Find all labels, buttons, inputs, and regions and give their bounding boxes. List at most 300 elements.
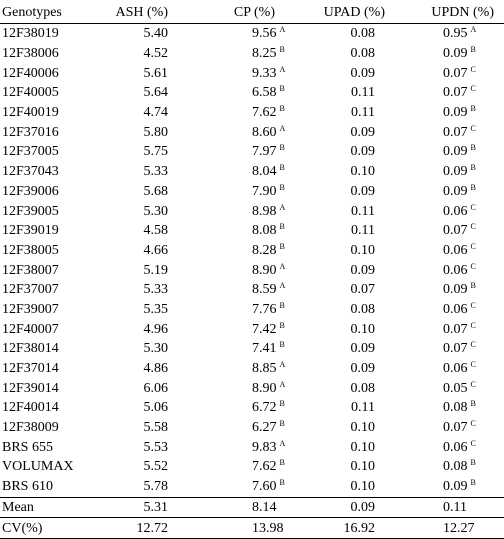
cp-cell-value: 7.90	[252, 183, 277, 199]
updn-cell-significance-letter: A	[470, 25, 477, 35]
genotype-cell-value: 12F38007	[2, 262, 59, 278]
table-row	[0, 142, 504, 162]
header-row	[0, 1, 504, 24]
ash-cell	[105, 182, 190, 202]
table-row	[0, 319, 504, 339]
updn-cell	[403, 418, 504, 438]
updn-cell-significance-letter: C	[470, 300, 476, 310]
mean-updn: 0.11	[403, 497, 504, 518]
upad-cell	[295, 339, 403, 359]
updn-cell	[403, 201, 504, 221]
table-row	[0, 378, 504, 398]
upad-cell-value: 0.08	[350, 301, 375, 317]
cp-cell-value: 6.72	[252, 400, 277, 416]
cp-cell-significance-letter: B	[279, 478, 285, 488]
ash-cell-value: 4.86	[143, 361, 168, 377]
updn-cell-significance-letter: C	[470, 84, 476, 94]
cp-cell-value: 9.83	[252, 439, 277, 455]
cp-cell-significance-letter: B	[279, 320, 285, 330]
upad-cell	[295, 162, 403, 182]
updn-cell-significance-letter: B	[470, 399, 476, 409]
updn-cell-significance-letter: B	[470, 143, 476, 153]
cp-cell-value: 8.59	[252, 282, 277, 298]
updn-cell-value: 0.09	[443, 46, 468, 62]
updn-cell	[403, 241, 504, 261]
cp-cell	[190, 457, 295, 477]
updn-cell	[403, 103, 504, 123]
genotype-cell	[0, 437, 105, 457]
mean-row	[0, 497, 504, 518]
updn-cell	[403, 162, 504, 182]
updn-cell-significance-letter: B	[470, 104, 476, 114]
cp-cell-significance-letter: A	[279, 360, 286, 370]
genotype-cell	[0, 398, 105, 418]
updn-cell	[403, 142, 504, 162]
cp-cell-significance-letter: B	[279, 419, 285, 429]
cp-cell-value: 7.76	[252, 301, 277, 317]
ash-cell-value: 5.61	[143, 65, 168, 81]
upad-cell-value: 0.11	[351, 223, 375, 239]
cp-cell-value: 8.85	[252, 361, 277, 377]
genotype-cell-value: 12F39006	[2, 183, 59, 199]
header-cp: CP (%)	[190, 1, 295, 24]
cp-cell-value: 8.04	[252, 164, 277, 180]
cp-cell-significance-letter: B	[279, 300, 285, 310]
ash-cell	[105, 378, 190, 398]
upad-cell-value: 0.10	[350, 439, 375, 455]
table-row	[0, 63, 504, 83]
table-row	[0, 201, 504, 221]
table-row	[0, 300, 504, 320]
upad-cell-value: 0.10	[350, 321, 375, 337]
updn-cell-significance-letter: C	[470, 340, 476, 350]
updn-cell-significance-letter: B	[470, 281, 476, 291]
table-row	[0, 437, 504, 457]
cp-cell-value: 9.56	[252, 26, 277, 42]
genotype-cell-value: 12F37007	[2, 282, 59, 298]
cp-cell	[190, 201, 295, 221]
updn-cell-significance-letter: C	[470, 64, 476, 74]
genotype-cell-value: VOLUMAX	[2, 459, 74, 475]
cp-cell-value: 8.98	[252, 203, 277, 219]
header-ash: ASH (%)	[105, 1, 190, 24]
genotype-cell-value: 12F37014	[2, 361, 59, 377]
ash-cell-value: 5.19	[143, 262, 168, 278]
genotype-cell	[0, 339, 105, 359]
table-row	[0, 241, 504, 261]
updn-cell	[403, 437, 504, 457]
updn-cell-significance-letter: B	[470, 478, 476, 488]
upad-cell-value: 0.10	[350, 164, 375, 180]
cp-cell-significance-letter: B	[279, 104, 285, 114]
upad-cell	[295, 142, 403, 162]
cp-cell	[190, 122, 295, 142]
upad-cell-value: 0.08	[350, 46, 375, 62]
genotype-cell-value: 12F38006	[2, 46, 59, 62]
updn-cell-significance-letter: B	[470, 458, 476, 468]
updn-cell-value: 0.09	[443, 144, 468, 160]
updn-cell-value: 0.06	[443, 361, 468, 377]
upad-cell-value: 0.09	[350, 65, 375, 81]
header-genotypes: Genotypes	[0, 1, 105, 24]
genotype-cell-value: BRS 610	[2, 479, 53, 495]
cp-cell	[190, 437, 295, 457]
updn-cell-significance-letter: C	[470, 241, 476, 251]
cp-cell-value: 8.60	[252, 124, 277, 140]
ash-cell-value: 4.66	[143, 242, 168, 258]
upad-cell	[295, 280, 403, 300]
ash-cell-value: 5.40	[143, 26, 168, 42]
table-row	[0, 122, 504, 142]
cp-cell	[190, 182, 295, 202]
ash-cell-value: 6.06	[143, 380, 168, 396]
updn-cell-value: 0.08	[443, 459, 468, 475]
table-body	[0, 24, 504, 498]
upad-cell-value: 0.09	[350, 262, 375, 278]
cp-cell-value: 7.60	[252, 479, 277, 495]
ash-cell	[105, 103, 190, 123]
ash-cell	[105, 162, 190, 182]
cp-cell	[190, 378, 295, 398]
genotype-cell	[0, 142, 105, 162]
updn-cell	[403, 359, 504, 379]
ash-cell	[105, 83, 190, 103]
genotype-cell-value: 12F37005	[2, 144, 59, 160]
cv-row	[0, 518, 504, 539]
upad-cell-value: 0.11	[351, 203, 375, 219]
ash-cell-value: 5.30	[143, 341, 168, 357]
updn-cell-value: 0.09	[443, 183, 468, 199]
cp-cell-significance-letter: A	[279, 64, 286, 74]
cv-upad: 16.92	[295, 518, 403, 539]
upad-cell-value: 0.10	[350, 459, 375, 475]
cp-cell-significance-letter: A	[279, 281, 286, 291]
updn-cell-significance-letter: C	[470, 123, 476, 133]
updn-cell-value: 0.05	[443, 380, 468, 396]
genotype-cell	[0, 182, 105, 202]
cp-cell-significance-letter: A	[279, 438, 286, 448]
upad-cell	[295, 221, 403, 241]
genotype-cell	[0, 122, 105, 142]
upad-cell	[295, 201, 403, 221]
cp-cell	[190, 63, 295, 83]
cp-cell	[190, 24, 295, 44]
updn-cell-value: 0.06	[443, 242, 468, 258]
table-row	[0, 103, 504, 123]
cp-cell	[190, 339, 295, 359]
ash-cell	[105, 44, 190, 64]
cp-cell	[190, 418, 295, 438]
table-row	[0, 339, 504, 359]
updn-cell-value: 0.07	[443, 223, 468, 239]
cp-cell-value: 8.25	[252, 46, 277, 62]
genotype-cell-value: 12F39014	[2, 380, 59, 396]
table-row	[0, 221, 504, 241]
upad-cell	[295, 398, 403, 418]
updn-cell-value: 0.07	[443, 420, 468, 436]
updn-cell	[403, 280, 504, 300]
cp-cell-value: 7.62	[252, 105, 277, 121]
upad-cell-value: 0.10	[350, 242, 375, 258]
updn-cell	[403, 24, 504, 44]
updn-cell	[403, 339, 504, 359]
updn-cell-significance-letter: C	[470, 320, 476, 330]
genotype-cell	[0, 477, 105, 497]
cp-cell-value: 8.08	[252, 223, 277, 239]
updn-cell-value: 0.06	[443, 301, 468, 317]
ash-cell	[105, 241, 190, 261]
genotype-cell-value: 12F40005	[2, 85, 59, 101]
table-row	[0, 359, 504, 379]
genotype-cell	[0, 260, 105, 280]
updn-cell	[403, 122, 504, 142]
ash-cell	[105, 142, 190, 162]
genotype-cell	[0, 378, 105, 398]
ash-cell-value: 4.52	[143, 46, 168, 62]
table-row	[0, 280, 504, 300]
cp-cell-significance-letter: B	[279, 399, 285, 409]
upad-cell-value: 0.10	[350, 420, 375, 436]
ash-cell	[105, 280, 190, 300]
cp-cell-value: 8.90	[252, 380, 277, 396]
upad-cell	[295, 418, 403, 438]
genotype-cell	[0, 359, 105, 379]
genotype-cell	[0, 162, 105, 182]
updn-cell	[403, 378, 504, 398]
ash-cell	[105, 63, 190, 83]
genotype-cell-value: BRS 655	[2, 439, 53, 455]
ash-cell-value: 5.78	[143, 479, 168, 495]
updn-cell-value: 0.09	[443, 282, 468, 298]
cp-cell-value: 8.90	[252, 262, 277, 278]
genotype-cell	[0, 319, 105, 339]
updn-cell	[403, 44, 504, 64]
updn-cell-value: 0.95	[443, 26, 468, 42]
cp-cell-significance-letter: A	[279, 123, 286, 133]
cp-cell-significance-letter: A	[279, 379, 286, 389]
upad-cell	[295, 122, 403, 142]
cp-cell	[190, 221, 295, 241]
genotype-cell	[0, 44, 105, 64]
updn-cell-value: 0.09	[443, 164, 468, 180]
table-row	[0, 260, 504, 280]
header-updn: UPDN (%)	[403, 1, 504, 24]
table-row	[0, 477, 504, 497]
ash-cell-value: 5.80	[143, 124, 168, 140]
header-upad: UPAD (%)	[295, 1, 403, 24]
ash-cell-value: 5.33	[143, 282, 168, 298]
updn-cell	[403, 182, 504, 202]
cp-cell-significance-letter: B	[279, 163, 285, 173]
updn-cell-significance-letter: B	[470, 163, 476, 173]
cp-cell-value: 6.58	[252, 85, 277, 101]
table-row	[0, 398, 504, 418]
genotype-cell	[0, 103, 105, 123]
mean-upad: 0.09	[295, 497, 403, 518]
cp-cell	[190, 162, 295, 182]
cp-cell	[190, 83, 295, 103]
cp-cell-significance-letter: B	[279, 222, 285, 232]
updn-cell-significance-letter: C	[470, 419, 476, 429]
cp-cell-significance-letter: B	[279, 45, 285, 55]
ash-cell	[105, 339, 190, 359]
cp-cell-significance-letter: B	[279, 143, 285, 153]
upad-cell-value: 0.08	[350, 26, 375, 42]
ash-cell-value: 4.96	[143, 321, 168, 337]
genotype-cell-value: 12F40014	[2, 400, 59, 416]
upad-cell	[295, 437, 403, 457]
cp-cell-value: 7.41	[252, 341, 277, 357]
updn-cell	[403, 63, 504, 83]
upad-cell	[295, 103, 403, 123]
genotype-cell-value: 12F39019	[2, 223, 59, 239]
ash-cell	[105, 300, 190, 320]
cp-cell-value: 9.33	[252, 65, 277, 81]
upad-cell-value: 0.10	[350, 479, 375, 495]
ash-cell-value: 5.58	[143, 420, 168, 436]
genotype-cell	[0, 300, 105, 320]
updn-cell	[403, 260, 504, 280]
cp-cell-value: 7.62	[252, 459, 277, 475]
ash-cell-value: 5.75	[143, 144, 168, 160]
updn-cell-significance-letter: B	[470, 182, 476, 192]
updn-cell	[403, 300, 504, 320]
upad-cell	[295, 44, 403, 64]
table-row	[0, 162, 504, 182]
updn-cell	[403, 319, 504, 339]
updn-cell-value: 0.07	[443, 321, 468, 337]
table-row	[0, 182, 504, 202]
updn-cell-significance-letter: C	[470, 360, 476, 370]
updn-cell	[403, 398, 504, 418]
genotype-cell-value: 12F39005	[2, 203, 59, 219]
updn-cell-value: 0.07	[443, 124, 468, 140]
upad-cell	[295, 24, 403, 44]
cp-cell-significance-letter: B	[279, 241, 285, 251]
updn-cell-value: 0.06	[443, 203, 468, 219]
cp-cell	[190, 44, 295, 64]
upad-cell	[295, 378, 403, 398]
updn-cell-significance-letter: C	[470, 222, 476, 232]
upad-cell	[295, 300, 403, 320]
ash-cell-value: 5.30	[143, 203, 168, 219]
updn-cell	[403, 477, 504, 497]
updn-cell-value: 0.09	[443, 105, 468, 121]
cp-cell	[190, 142, 295, 162]
mean-label: Mean	[0, 497, 105, 518]
ash-cell	[105, 24, 190, 44]
cp-cell-significance-letter: A	[279, 25, 286, 35]
genotype-cell-value: 12F38009	[2, 420, 59, 436]
upad-cell	[295, 319, 403, 339]
updn-cell-value: 0.06	[443, 262, 468, 278]
upad-cell-value: 0.09	[350, 183, 375, 199]
updn-cell-significance-letter: C	[470, 261, 476, 271]
ash-cell-value: 5.52	[143, 459, 168, 475]
ash-cell	[105, 457, 190, 477]
upad-cell-value: 0.08	[350, 380, 375, 396]
cp-cell-significance-letter: B	[279, 458, 285, 468]
ash-cell-value: 5.33	[143, 164, 168, 180]
updn-cell-value: 0.08	[443, 400, 468, 416]
mean-cp: 8.14	[190, 497, 295, 518]
genotype-cell	[0, 63, 105, 83]
genotype-cell-value: 12F39007	[2, 301, 59, 317]
cp-cell-significance-letter: B	[279, 340, 285, 350]
cp-cell	[190, 103, 295, 123]
updn-cell-significance-letter: C	[470, 438, 476, 448]
upad-cell	[295, 260, 403, 280]
upad-cell-value: 0.11	[351, 85, 375, 101]
updn-cell	[403, 457, 504, 477]
cp-cell-significance-letter: B	[279, 182, 285, 192]
updn-cell-value: 0.07	[443, 85, 468, 101]
genotype-cell-value: 12F37016	[2, 124, 59, 140]
genotype-cell	[0, 280, 105, 300]
upad-cell	[295, 359, 403, 379]
upad-cell-value: 0.09	[350, 124, 375, 140]
updn-cell-value: 0.06	[443, 439, 468, 455]
upad-cell	[295, 241, 403, 261]
ash-cell-value: 4.74	[143, 105, 168, 121]
genotype-cell-value: 12F38019	[2, 26, 59, 42]
ash-cell-value: 4.58	[143, 223, 168, 239]
cp-cell	[190, 359, 295, 379]
ash-cell-value: 5.35	[143, 301, 168, 317]
cp-cell-significance-letter: A	[279, 202, 286, 212]
ash-cell	[105, 201, 190, 221]
ash-cell	[105, 398, 190, 418]
cv-updn: 12.27	[403, 518, 504, 539]
genotype-cell	[0, 418, 105, 438]
ash-cell	[105, 477, 190, 497]
updn-cell-value: 0.09	[443, 479, 468, 495]
ash-cell	[105, 418, 190, 438]
upad-cell	[295, 457, 403, 477]
table-row	[0, 418, 504, 438]
ash-cell	[105, 359, 190, 379]
cp-cell	[190, 280, 295, 300]
ash-cell-value: 5.06	[143, 400, 168, 416]
genotype-cell	[0, 24, 105, 44]
cp-cell-value: 7.97	[252, 144, 277, 160]
ash-cell-value: 5.64	[143, 85, 168, 101]
upad-cell	[295, 182, 403, 202]
table-row	[0, 457, 504, 477]
genotype-cell-value: 12F40007	[2, 321, 59, 337]
ash-cell	[105, 437, 190, 457]
cp-cell	[190, 477, 295, 497]
upad-cell-value: 0.09	[350, 144, 375, 160]
ash-cell-value: 5.68	[143, 183, 168, 199]
ash-cell	[105, 319, 190, 339]
cp-cell	[190, 260, 295, 280]
updn-cell	[403, 221, 504, 241]
table-row	[0, 83, 504, 103]
updn-cell	[403, 83, 504, 103]
genotype-cell-value: 12F38005	[2, 242, 59, 258]
data-table	[0, 1, 504, 539]
cp-cell	[190, 300, 295, 320]
genotype-cell-value: 12F38014	[2, 341, 59, 357]
updn-cell-value: 0.07	[443, 65, 468, 81]
upad-cell-value: 0.11	[351, 105, 375, 121]
upad-cell-value: 0.09	[350, 361, 375, 377]
cp-cell	[190, 241, 295, 261]
genotype-cell	[0, 241, 105, 261]
cp-cell	[190, 319, 295, 339]
table-header	[0, 1, 504, 24]
